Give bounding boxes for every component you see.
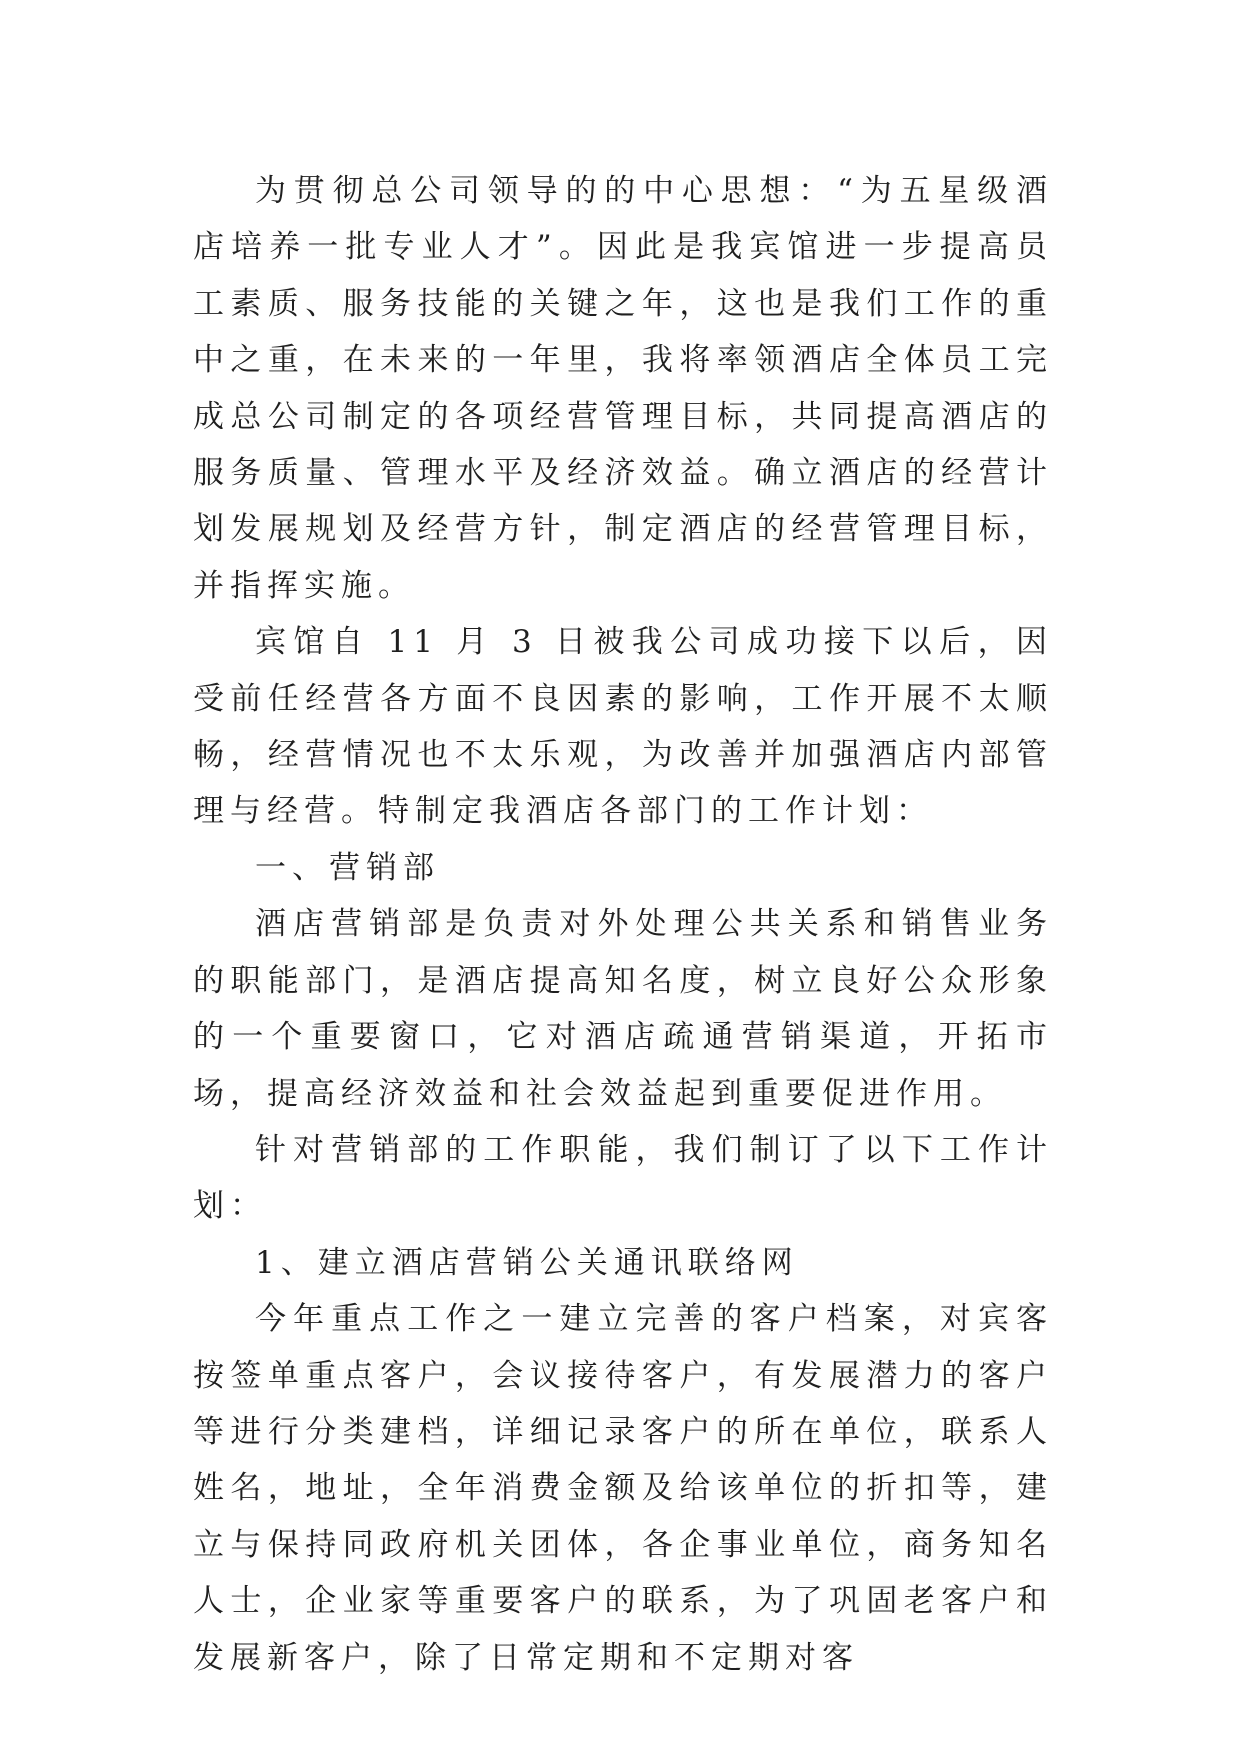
paragraph-customer-archive: 今年重点工作之一建立完善的客户档案，对宾客按签单重点客户，会议接待客户，有发展潜力的客户等进行分类建档，详细记录客户的所在单位，联系人姓名，地址，全年消费金额及给该单位的折扣等，建立与保持同政府机关团体，各企事业单位，商务知名人士，企业家等重要客户的联系，为了巩固老客户和发展新客户，除了日常定期和不定期对客 [193, 1301, 1053, 1676]
paragraph-plan-intro: 针对营销部的工作职能，我们制订了以下工作计划： [193, 1131, 1053, 1225]
document-body [193, 163, 1053, 1686]
subheading-network: 1、建立酒店营销公关通讯联络网 [255, 1244, 799, 1281]
paragraph-intro: 为贯彻总公司领导的的中心思想：“为五星级酒店培养一批专业人才”。因此是我宾馆进一步提高员工素质、服务技能的关键之年，这也是我们工作的重中之重，在未来的一年里，我将率领酒店全体员工完成总公司制定的各项经营管理目标，共同提高酒店的服务质量、管理水平及经济效益。确立酒店的经营计划发展规划及经营方针，制定酒店的经营管理目标，并指挥实施。 [193, 173, 1053, 604]
section-heading-marketing: 一、营销部 [255, 849, 440, 886]
paragraph-background: 宾馆自 11 月 3 日被我公司成功接下以后，因受前任经营各方面不良因素的影响，工作开展不太顺畅，经营情况也不太乐观，为改善并加强酒店内部管理与经营。特制定我酒店各部门的工作计划： [193, 624, 1053, 830]
paragraph-marketing-role: 酒店营销部是负责对外处理公共关系和销售业务的职能部门，是酒店提高知名度，树立良好公众形象的一个重要窗口，它对酒店疏通营销渠道，开拓市场，提高经济效益和社会效益起到重要促进作用。 [193, 906, 1053, 1112]
